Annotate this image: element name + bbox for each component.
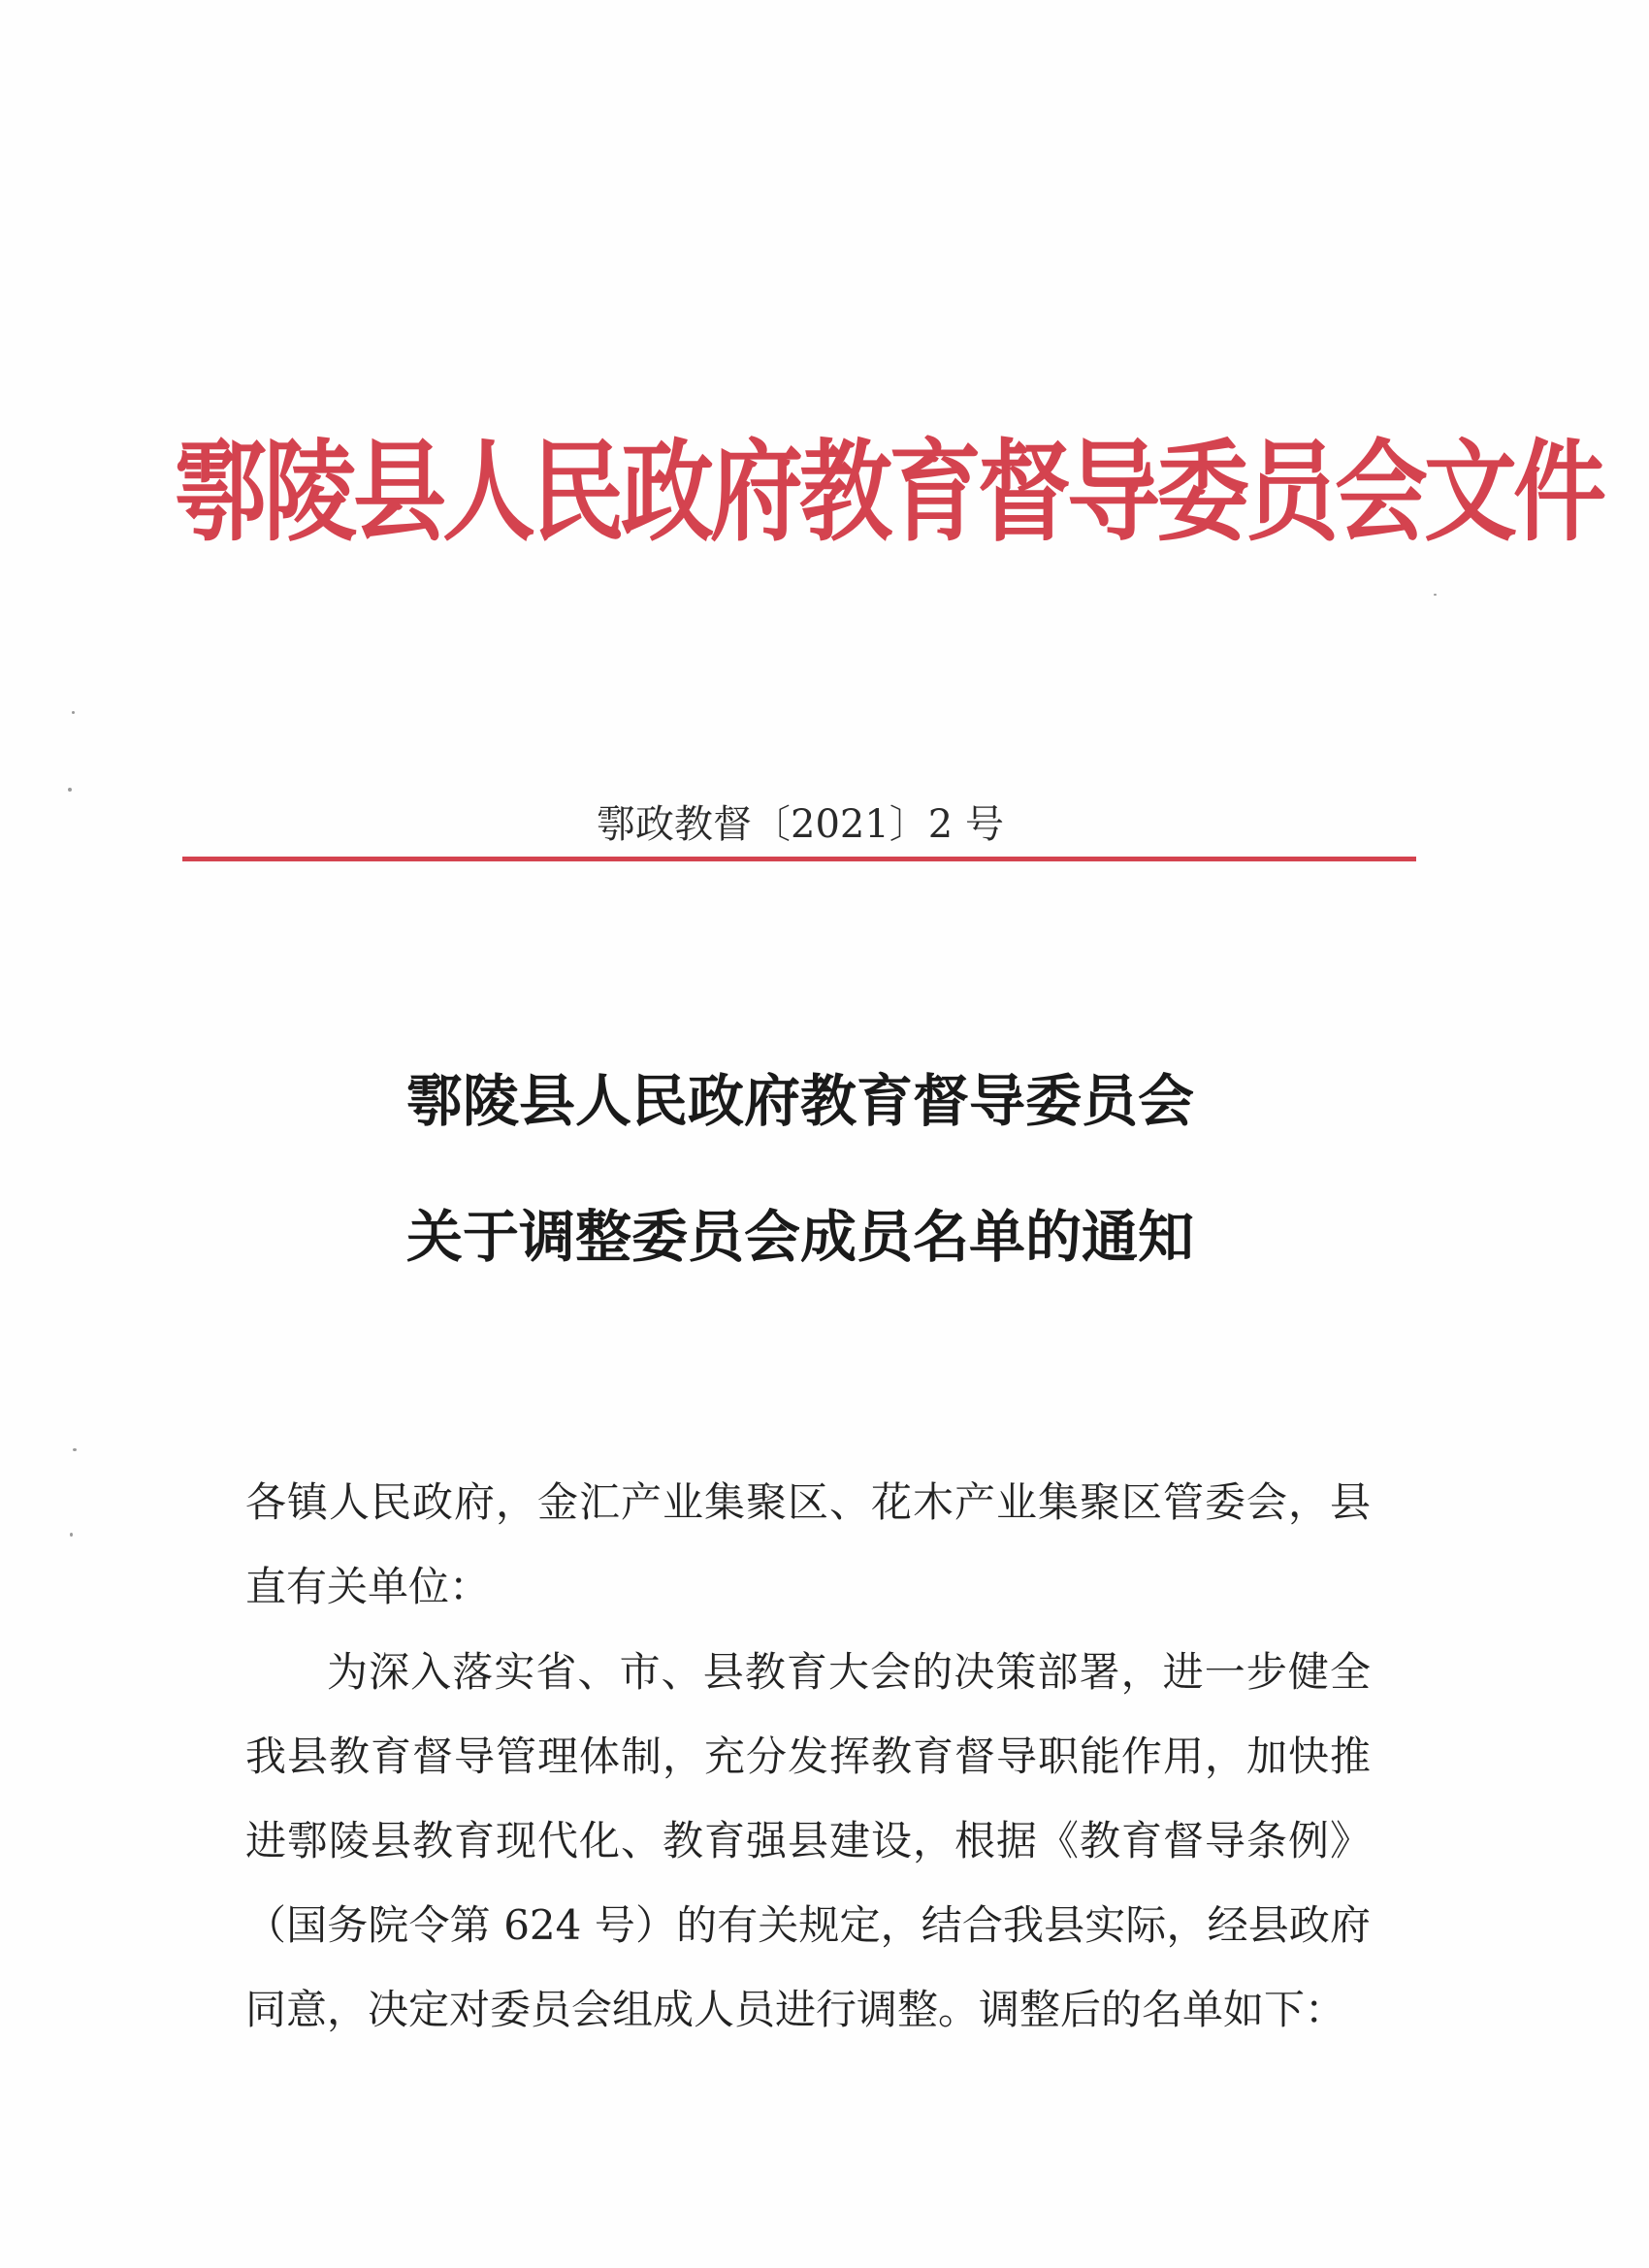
body-paragraph: 为深入落实省、市、县教育大会的决策部署，进一步健全我县教育督导管理体制，充分发挥教育督导职能作用，加快推进鄠陵县教育现代化、教育强县建设，根据《教育督导条例》（国务院令第 624 号）的有关规定，结合我县实际，经县政府同意，决定对委员会组成人员进行调整。调整后的名单如下： <box>245 1648 1371 2033</box>
scan-speck <box>73 1448 77 1451</box>
document-number: 鄠政教督〔2021〕2 号 <box>597 802 1004 847</box>
issuer-banner: 鄠陵县人民政府教育督导委员会文件 <box>175 428 1602 557</box>
header-divider <box>182 857 1416 861</box>
document-title-line-2: 关于调整委员会成员名单的通知 <box>405 1204 1194 1270</box>
document-title-line-1: 鄠陵县人民政府教育督导委员会 <box>405 1068 1194 1134</box>
scan-speck <box>70 1533 73 1537</box>
addressee: 各镇人民政府，金汇产业集聚区、花木产业集聚区管委会，县直有关单位： <box>245 1478 1371 1610</box>
scan-speck <box>68 788 72 792</box>
scan-speck <box>72 711 75 714</box>
scan-speck <box>1434 594 1437 596</box>
